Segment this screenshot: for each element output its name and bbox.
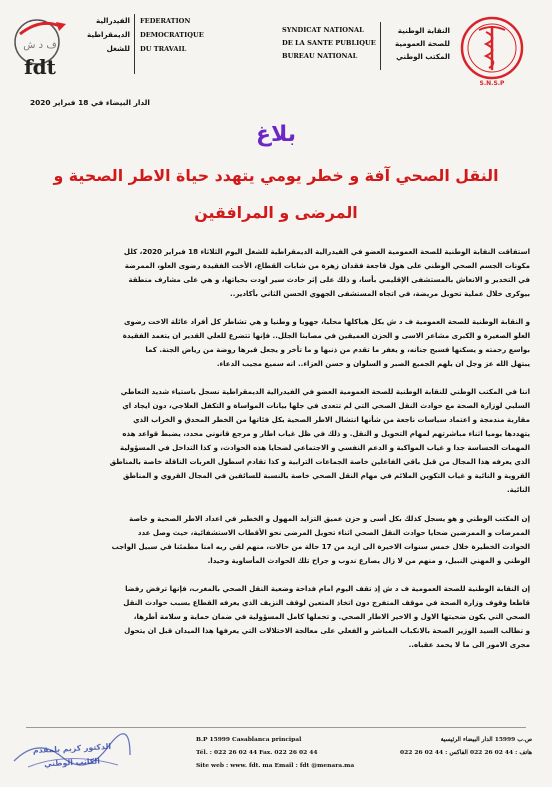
paragraph-line: يتهددها يوميا اثناء مباشرتهم لمهام التحويل و النقل. و ذلك في ظل غياب اطار و مرجع قانوني محدد، يضبط قواعد هذه <box>122 429 530 438</box>
footer-phone-ar: هاتف : 44 02 26 022 الفاكس : 44 02 26 022 <box>400 749 532 756</box>
footer-web-email: Site web : www. fdt. ma Email : fdt @menara.ma <box>196 762 355 769</box>
paragraph-line: استفاقت النقابة الوطنية للصحة العمومية العضو في الفيدرالية الديمقراطية للشغل اليوم الثلاثاء 18 فبراير 2020، كلل <box>123 247 530 256</box>
paragraph-1 <box>24 245 530 301</box>
paragraph-line: الصحي التي يكون ضحيتها الاول و الاخير الاطار الصحي. و تحملها كامل المسؤولية في ضمان حماية و سلامة أطرها، <box>133 612 530 621</box>
paragraph-line: الحوادث الخطيرة خلال خمس سنوات الاخيرة الى ازيد من 17 حالة من حالات، منهم لقي ربه امنا مطمئنا في سبيل الواجب <box>111 542 530 551</box>
paragraph-line: و تطالب السيد الوزير الصحة بالانكباب المباشر و الفعلي على معالجة الاختلالات التي يعرفها هذا الميدان قبل ان يتحول <box>124 626 530 635</box>
fdt-logo <box>10 14 70 82</box>
paragraph-5 <box>24 582 530 652</box>
paragraph-line: يبتهل الله عز وجل ان يلهم الجميع الصبر و السلوان و حسن العزاء.. انه سميع مجيب الدعاء. <box>216 359 530 368</box>
paragraph-line: قاطعا وقوف وزارة الصحة في موقف المتفرج دون اتخاذ المتعين لوقف النزيف الذي يعرفه القطاع بسبب حوادث النقل <box>123 598 530 607</box>
paragraph-line: بواسع رحمته و يسكنها فسيح جنانه، و يغفر ما تقدم من ذنبها و ما تأخر و يجعل قبرها روضة من رياض الجنة. كما <box>145 345 530 354</box>
paragraph-line: الذي يعرفه هذا المجال من قبل باقي الفاعلين خاصة الجماعات الترابية و كذا تقادم اسطول العربات الناقلة خاصة بالمناطق <box>109 457 530 466</box>
paragraph-line: إن النقابة الوطنية للصحة العمومية ف د ش إذ تقف اليوم امام فداحة وضعية النقل الصحي بالمغرب، فإنها ترفض رفضا <box>125 584 530 593</box>
paragraph-4 <box>24 512 530 568</box>
paragraph-line: الوطني و المهني النبيل، و منهم من لا زال يصارع ندوب و جراح تلك الحوادث المأساوية وحيدا. <box>207 556 530 565</box>
paragraph-3 <box>24 385 530 497</box>
footer-phone-fr: Tél. : 022 26 02 44 Fax. 022 26 02 44 <box>196 749 318 756</box>
title-line-1: النقل الصحي آفة و خطر يومي يتهدد حياة الاطر الصحية و <box>53 166 499 185</box>
paragraph-line: في التخدير و الانعاش بالمستشفى الإقليمي بأسا، و ذلك على إثر حادث سير اودت بحياتها، و هي على مشارف منطقة <box>128 275 530 284</box>
paragraph-line: بيوكرى خلال عملية تحويل مريضة، في اتجاه المستشفى الجهوي الحسن الثاني بأكادير.. <box>230 289 530 298</box>
header-divider <box>380 22 381 70</box>
fdt-name-ar-line: الديمقراطية <box>86 30 130 39</box>
paragraph-line: النائية. <box>506 485 530 494</box>
snsp-name-fr-line: BUREAU NATIONAL <box>282 52 358 60</box>
paragraph-2 <box>24 315 530 371</box>
snsp-name-fr-line: SYNDICAT NATIONAL <box>282 26 364 34</box>
paragraph-line: الممرضات و الممرضين ضحايا حوادث النقل الصحي اثناء تحويل المرضى نحو الأقطاب الاستشفائية، حيث وصل عدد <box>137 528 530 537</box>
footer-address-ar: ص.ب 15999 الدار البيضاء الرئيسية <box>440 736 532 743</box>
snsp-name-ar-line: النقابة الوطنية <box>397 26 450 35</box>
fdt-name-ar-line: الفيدرالية <box>95 16 130 25</box>
fdt-logo-text: fdt <box>24 55 56 79</box>
paragraph-line: اننا في المكتب الوطني للنقابة الوطنية للصحة العمومية العضو في الفيدرالية الديمقراطية نسجل باستياء شديد التعاطي <box>120 387 530 396</box>
snsp-name-fr <box>282 24 378 63</box>
signatory-name: الدكتور كريم بلمقدم <box>32 741 112 756</box>
fdt-name-ar-line: للشغل <box>106 44 130 53</box>
paragraph-line: إن المكتب الوطني و هو يسجل كذلك بكل أسى و حزن عميق التزايد المهول و الخطير في اعداد الاطر الصحية و خاصة <box>129 514 530 523</box>
footer-address-fr: B.P 15999 Casablanca principal <box>196 736 302 743</box>
fdt-logo-ar: ف د ش <box>23 40 57 51</box>
snsp-name-ar <box>384 24 450 63</box>
paragraph-line: العلو الصغيرة و الكبرى مشاعر الاسى و الحزن العميقين في مصابنا الجلل.. فإنها تتضرع للعلي القدير ان يتغمد الفقيدة <box>122 331 530 340</box>
snsp-caduceus-logo <box>453 14 531 88</box>
paragraph-line: القروية و النائية و غياب التكوين الملائم في مهام النقل الصحي خاصة بالنسبة للسائقين في المجال القروي و المناطق <box>123 471 530 480</box>
paragraph-line: مكونات الجسم الصحي الوطني على هول فاجعة فقدان زهرة من شابات القطاع، الأخت الفقيدة رضوى العلو، الممرضة <box>124 261 530 270</box>
snsp-name-fr-line: DE LA SANTE PUBLIQUE <box>282 39 376 47</box>
paragraph-line: السلبي لوزارة الصحة مع حوادث النقل الصحي التي لم تتعدى في جلها بيانات المواساة و التكفل العلاجي، دون ايجاد اي <box>122 401 530 410</box>
fdt-name-fr <box>140 14 230 56</box>
fdt-name-fr-line: DU TRAVAIL <box>140 45 187 53</box>
release-date: الدار البيضاء في 18 فبراير 2020 <box>30 98 150 107</box>
title-line-2: المرضى و المرافقين <box>194 203 358 222</box>
footer-divider <box>26 727 526 728</box>
header-divider <box>134 14 135 74</box>
snsp-name-ar-line: للصحة العمومية <box>394 39 450 48</box>
snsp-logo-text: S.N.S.P <box>479 80 505 87</box>
fdt-name-ar <box>70 14 130 56</box>
paragraph-line: مقاربة مندمجة و اعتماد سياسات ناجعة من شأنها انتشال الاطر الصحية بكل فئاتها من الخطر المحدق و الخراب الذي <box>133 415 530 424</box>
fdt-name-fr-line: FEDERATION <box>140 17 191 25</box>
snsp-name-ar-line: المكتب الوطني <box>396 52 450 61</box>
signatory-title: الكاتب الوطني <box>43 756 101 769</box>
fdt-name-fr-line: DEMOCRATIQUE <box>140 31 204 39</box>
communique-heading: بلاغ <box>256 122 296 147</box>
paragraph-line: المهمات الحساسة جدا و غياب المواكبة و الدعم النفسي و الاجتماعي لضحايا هذه الحوادث، و كذا التداخل في المسؤولية <box>119 443 530 452</box>
paragraph-line: مجرى الامور الى ما لا يحمد عقباه.. <box>408 640 530 649</box>
paragraph-line: و النقابة الوطنية للصحة العمومية ف د ش بكل هياكلها محليا، جهويا و وطنيا و هي تشاطر كل أفراد عائلة الاخت رضوى <box>123 317 530 326</box>
